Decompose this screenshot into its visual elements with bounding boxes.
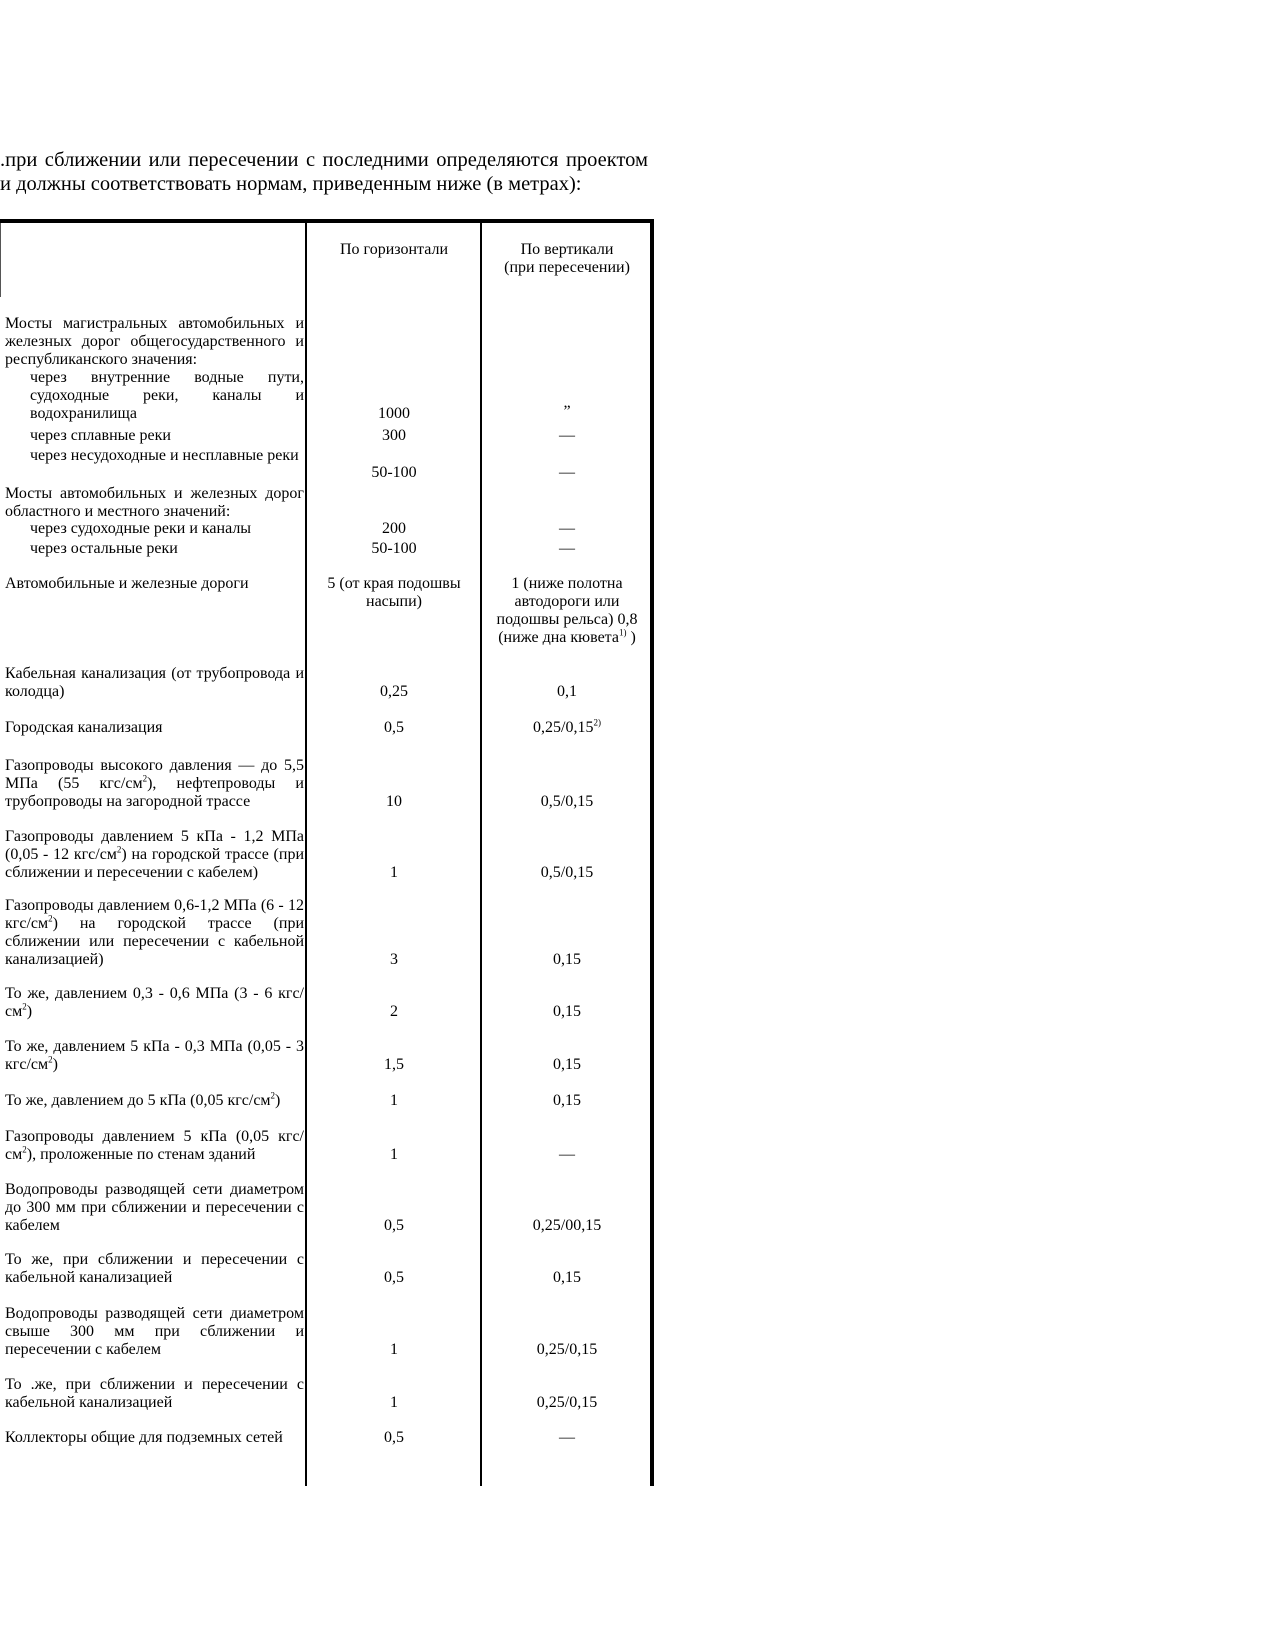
row-label: Газопроводы давлением 0,6-1,2 МПа (6 - 12 кгс/$см^2$) на городской трассе (при сближении или пересечении с кабельной канализацией) bbox=[5, 897, 304, 968]
intro-paragraph bbox=[0, 148, 648, 196]
row-label: То же, при сближении и пересечении с кабельной канализацией bbox=[5, 1251, 304, 1286]
horizontal-value: 0,5 bbox=[384, 1429, 404, 1446]
vertical-value: 0,25/00,15 bbox=[532, 1217, 602, 1234]
vertical-value: ” bbox=[563, 403, 571, 420]
column-divider-2 bbox=[480, 223, 482, 1486]
row-label: Коллекторы общие для подземных сетей bbox=[5, 1429, 283, 1446]
intro-line-1: .при сближении или пересечении с последними определяются проектом bbox=[0, 149, 648, 171]
vertical-value: 0,25/0,15 bbox=[536, 1394, 598, 1411]
vertical-value: 0,15 bbox=[553, 1269, 581, 1286]
horizontal-value: 0,5 bbox=[384, 1217, 404, 1234]
horizontal-value: 1 bbox=[390, 1341, 398, 1358]
horizontal-value: 50-100 bbox=[371, 540, 417, 557]
horizontal-value: 1 bbox=[390, 1394, 398, 1411]
column-divider-1 bbox=[305, 223, 307, 1486]
vertical-value: — bbox=[559, 427, 575, 444]
row-label: Газопроводы давлением 5 кПа - 1,2 МПа (0,05 - 12 кгс/$см^2$) на городской трассе (при сближении и пересечении с кабелем) bbox=[5, 828, 304, 881]
vertical-value: — bbox=[559, 540, 575, 557]
row-label: Газопроводы давлением 5 кПа (0,05 кгс/$см^2$), проложенные по стенам зданий bbox=[5, 1128, 304, 1163]
vertical-value: 0,5/0,15 bbox=[540, 864, 594, 881]
vertical-value: 0,1 bbox=[557, 683, 577, 700]
row-label: Газопроводы высокого давления — до 5,5 МПа (55 кгс/$см^2$), нефтепроводы и трубопроводы на загородной трассе bbox=[5, 757, 304, 810]
row-label: Кабельная канализация (от трубопровода и колодца) bbox=[5, 665, 304, 700]
row-label: через несудоходные и несплавные реки bbox=[30, 447, 299, 464]
horizontal-value: 0,25 bbox=[380, 683, 408, 700]
row-label: через внутренние водные пути, судоходные реки, каналы и водохранилища bbox=[30, 369, 304, 422]
row-label: через судоходные реки и каналы bbox=[30, 520, 252, 537]
horizontal-value: 0,5 bbox=[384, 719, 404, 736]
horizontal-value: 1 bbox=[390, 1092, 398, 1109]
horizontal-value: 300 bbox=[382, 427, 406, 444]
row-label: Мосты автомобильных и железных дорог областного и местного значений: bbox=[5, 485, 304, 520]
horizontal-value: 1 bbox=[390, 864, 398, 881]
row-label: Мосты магистральных автомобильных и железных дорог общегосударственного и республиканского значения: bbox=[5, 315, 304, 368]
vertical-value: — bbox=[559, 1429, 575, 1446]
row-label: Водопроводы разводящей сети диаметром свыше 300 мм при сближении и пересечении с кабелем bbox=[5, 1305, 304, 1358]
horizontal-value: 10 bbox=[386, 793, 402, 810]
vertical-value: 1 (ниже полотна автодороги или подошвы рельса) 0,8 (ниже дна кювета$^{1)}$ ) bbox=[496, 575, 638, 646]
vertical-value: — bbox=[559, 520, 575, 537]
horizontal-value: 3 bbox=[390, 951, 398, 968]
horizontal-value: 1000 bbox=[378, 405, 410, 422]
horizontal-value: 1 bbox=[390, 1146, 398, 1163]
row-label: Автомобильные и железные дороги bbox=[5, 575, 249, 592]
intro-line-2: и должны соответствовать нормам, приведенным ниже (в метрах): bbox=[0, 173, 582, 195]
horizontal-value: 1,5 bbox=[384, 1056, 404, 1073]
vertical-value: — bbox=[559, 464, 575, 481]
header-horizontal: По горизонтали bbox=[339, 241, 449, 258]
horizontal-value: 5 (от края подошвы насыпи) bbox=[327, 575, 461, 610]
row-label: Городская канализация bbox=[5, 719, 163, 736]
vertical-value: 0,15 bbox=[553, 951, 581, 968]
vertical-value: 0,25/0,15$^{2)}$ bbox=[533, 717, 601, 736]
header-vertical: По вертикали (при пересечении) bbox=[504, 241, 630, 276]
vertical-value: — bbox=[559, 1146, 575, 1163]
row-label: через сплавные реки bbox=[30, 427, 171, 444]
horizontal-value: 200 bbox=[382, 520, 406, 537]
vertical-value: 0,5/0,15 bbox=[540, 793, 594, 810]
horizontal-value: 50-100 bbox=[371, 464, 417, 481]
vertical-value: 0,25/0,15 bbox=[536, 1341, 598, 1358]
vertical-value: 0,15 bbox=[553, 1056, 581, 1073]
row-label: То же, давлением 5 кПа - 0,3 МПа (0,05 - 3 кгс/$см^2$) bbox=[5, 1038, 304, 1073]
row-label: То .же, при сближении и пересечении с кабельной канализацией bbox=[5, 1376, 304, 1411]
vertical-value: 0,15 bbox=[553, 1092, 581, 1109]
horizontal-value: 0,5 bbox=[384, 1269, 404, 1286]
vertical-value: 0,15 bbox=[553, 1003, 581, 1020]
row-label: То же, давлением до 5 кПа (0,05 кгс/$см^2$) bbox=[5, 1090, 281, 1109]
row-label: через остальные реки bbox=[30, 540, 178, 557]
row-label: То же, давлением 0,3 - 0,6 МПа (3 - 6 кгс/$см^2$) bbox=[5, 985, 304, 1020]
distance-norms-table bbox=[0, 219, 654, 1486]
horizontal-value: 2 bbox=[390, 1003, 398, 1020]
row-label: Водопроводы разводящей сети диаметром до 300 мм при сближении и пересечении с кабелем bbox=[5, 1181, 304, 1234]
